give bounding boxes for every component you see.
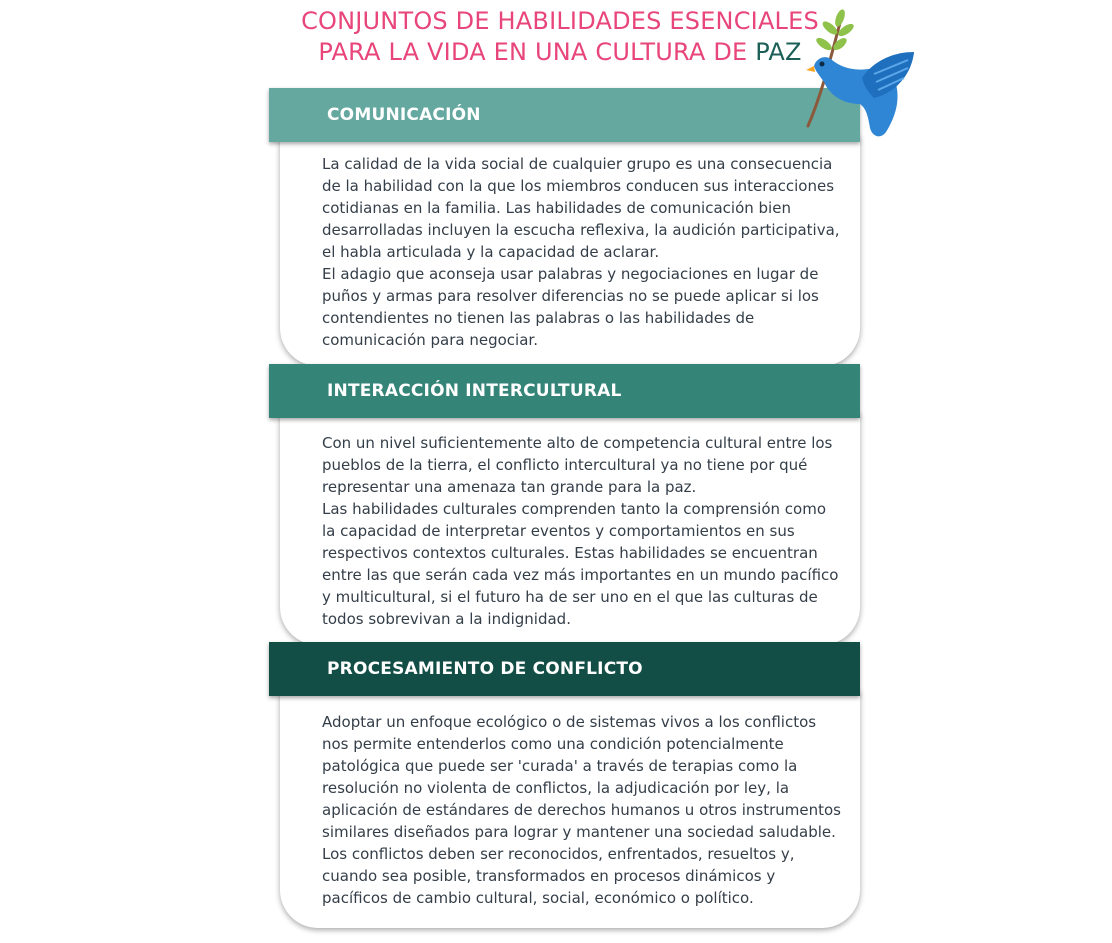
- procesamiento-conflicto-heading: PROCESAMIENTO DE CONFLICTO: [327, 659, 643, 679]
- interaccion-intercultural-header: [269, 364, 860, 418]
- procesamiento-conflicto-card: [280, 690, 860, 928]
- procesamiento-conflicto-paragraph-1: Adoptar un enfoque ecológico o de sistemas vivos a los conflictos nos permite entenderlos como una condición potencialmente patológica que puede ser 'curada' a través de terapias como la resolución no violenta de conflictos, la adjudicación por ley, la aplicación de estándares de derechos humanos u otros instrumentos similares diseñados para lograr y mantener una sociedad saludable. Los conflictos deben ser reconocidos, enfrentados, resueltos y, cuando sea posible, transformados en procesos dinámicos y pacíficos de cambio cultural, social, económico o político.: [322, 713, 841, 907]
- interaccion-intercultural-card: [280, 412, 860, 645]
- interaccion-intercultural-text: [322, 432, 842, 630]
- comunicacion-card: [280, 136, 860, 366]
- comunicacion-paragraph-1: La calidad de la vida social de cualquier grupo es una consecuencia de la habilidad con la que los miembros conducen sus interacciones cotidianas en la familia. Las habilidades de comunicación bien desarrolladas incluyen la escucha reflexiva, la audición participativa, el habla articulada y la capacidad de aclarar.: [322, 155, 840, 261]
- dove-with-olive-branch-icon: [800, 8, 920, 143]
- interaccion-intercultural-paragraph-2: Las habilidades culturales comprenden tanto la comprensión como la capacidad de interpretar eventos y comportamientos en sus respectivos contextos culturales. Estas habilidades se encuentran entre las que serán cada vez más importantes en un mundo pacífico y multicultural, si el futuro ha de ser uno en el que las culturas de todos sobrevivan a la indignidad.: [322, 500, 839, 628]
- page-title: [240, 6, 880, 68]
- procesamiento-conflicto-text: [322, 711, 842, 909]
- title-line-1: CONJUNTOS DE HABILIDADES ESENCIALES: [301, 7, 819, 35]
- title-accent-word: PAZ: [755, 38, 802, 66]
- title-line-2: [240, 37, 880, 68]
- interaccion-intercultural-paragraph-1: Con un nivel suficientemente alto de competencia cultural entre los pueblos de la tierra, el conflicto intercultural ya no tiene por qué representar una amenaza tan grande para la paz.: [322, 434, 833, 496]
- comunicacion-header: [269, 88, 860, 142]
- comunicacion-heading: COMUNICACIÓN: [327, 105, 481, 125]
- title-line-2-text: PARA LA VIDA EN UNA CULTURA DE: [318, 38, 756, 66]
- comunicacion-text: [322, 153, 842, 351]
- interaccion-intercultural-heading: INTERACCIÓN INTERCULTURAL: [327, 381, 622, 401]
- comunicacion-paragraph-2: El adagio que aconseja usar palabras y negociaciones en lugar de puños y armas para resolver diferencias no se puede aplicar si los contendientes no tienen las palabras o las habilidades de comunicación para negociar.: [322, 265, 819, 349]
- procesamiento-conflicto-header: [269, 642, 860, 696]
